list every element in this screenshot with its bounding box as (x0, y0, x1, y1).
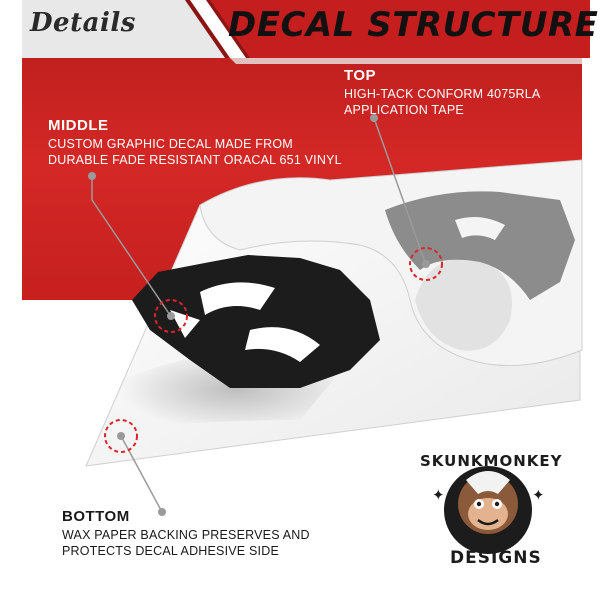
logo-star-right: ✦ (532, 486, 545, 504)
label-bottom-heading: BOTTOM (62, 508, 130, 525)
label-bottom-line1: WAX PAPER BACKING PRESERVES AND (62, 528, 310, 542)
logo-top-text: SKUNKMONKEY (420, 452, 563, 470)
label-top-line1: HIGH-TACK CONFORM 4075RLA (344, 87, 541, 101)
header-accent (230, 58, 582, 64)
logo-star-left: ✦ (432, 486, 445, 504)
label-middle-heading: MIDDLE (48, 117, 109, 134)
label-middle-line2: DURABLE FADE RESISTANT ORACAL 651 VINYL (48, 153, 342, 167)
page-title: DECAL STRUCTURE (228, 5, 599, 45)
label-top-line2: APPLICATION TAPE (344, 103, 464, 117)
label-bottom-line2: PROTECTS DECAL ADHESIVE SIDE (62, 544, 279, 558)
leader-bottom-dot (158, 508, 166, 516)
logo-bottom-text: DESIGNS (450, 548, 542, 568)
header-tab-label: Details (30, 8, 136, 38)
label-middle-line1: CUSTOM GRAPHIC DECAL MADE FROM (48, 137, 293, 151)
leader-middle-dot (88, 172, 96, 180)
label-top-heading: TOP (344, 67, 377, 84)
